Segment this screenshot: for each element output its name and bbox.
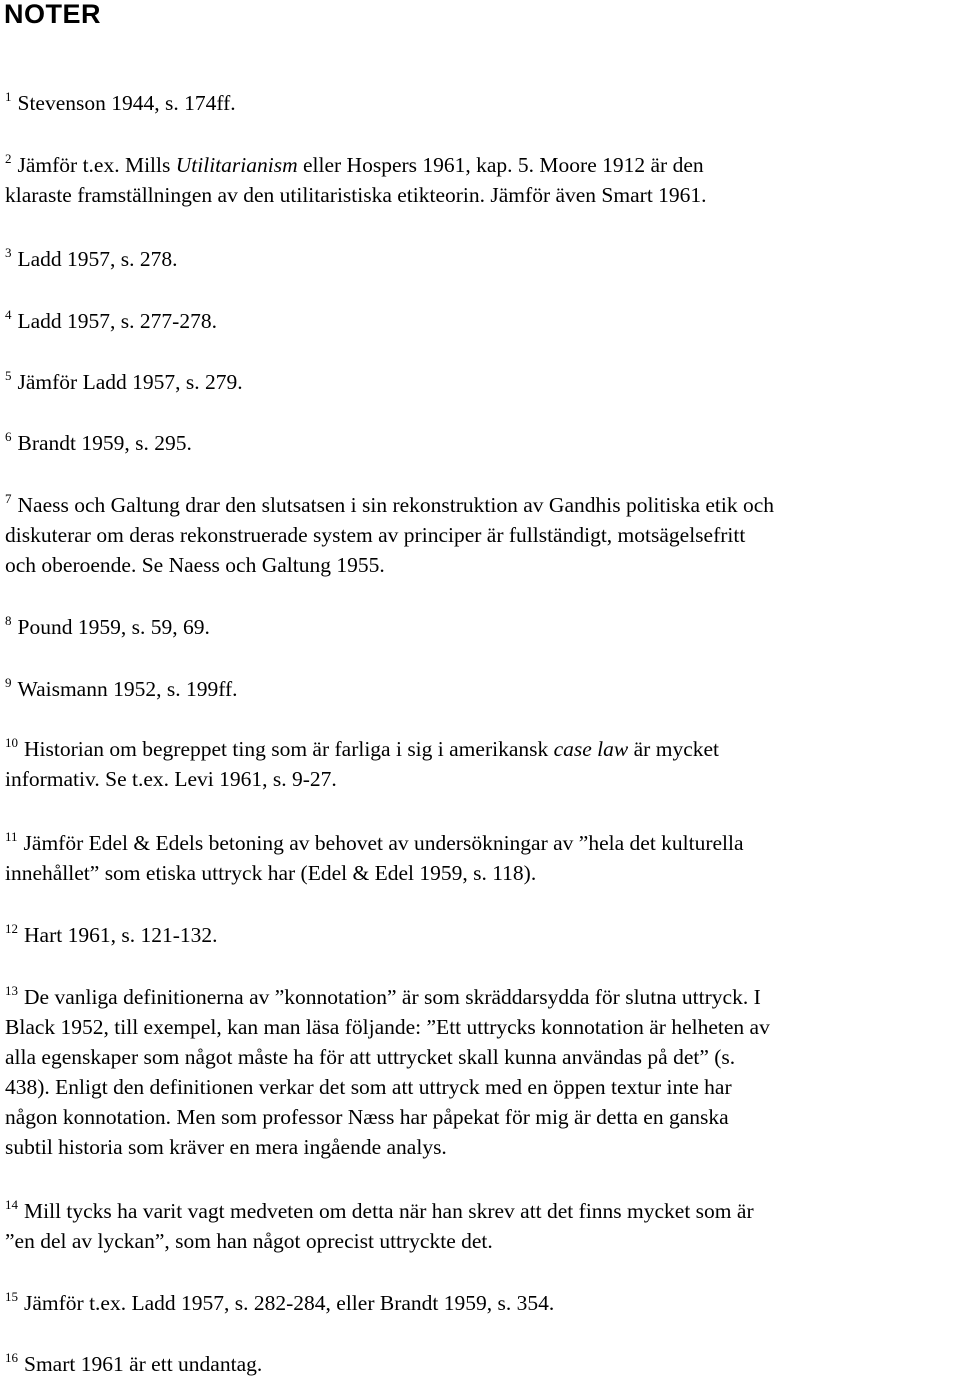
footnote-number: 15 bbox=[5, 1289, 18, 1304]
footnote-text: Brandt 1959, s. 295. bbox=[17, 431, 192, 455]
footnote-text: Jämför t.ex. Mills bbox=[17, 153, 176, 177]
footnote-number: 9 bbox=[5, 675, 12, 690]
footnote bbox=[5, 428, 955, 458]
footnote-number: 16 bbox=[5, 1350, 18, 1365]
footnote bbox=[5, 88, 955, 118]
footnote-text: Historian om begreppet ting som är farliga i sig i amerikansk bbox=[24, 737, 554, 761]
page-title: NOTER bbox=[4, 0, 101, 29]
footnote-number: 6 bbox=[5, 429, 12, 444]
footnote-text: Mill tycks ha varit vagt medveten om detta när han skrev att det finns mycket som är ”en del av lyckan”, som han något oprecist uttryckte det. bbox=[5, 1199, 754, 1253]
footnote-italic-title: Utilitarianism bbox=[175, 153, 298, 177]
footnote-text: Ladd 1957, s. 277-278. bbox=[17, 309, 217, 333]
footnote bbox=[5, 1349, 955, 1379]
footnote bbox=[5, 828, 955, 888]
footnote-number: 3 bbox=[5, 245, 12, 260]
footnote-text: Jämför Edel & Edels betoning av behovet av undersökningar av ”hela det kulturella innehållet” som etiska uttryck har (Edel & Edel 1959, s. 118). bbox=[5, 831, 744, 885]
footnote-number: 14 bbox=[5, 1197, 18, 1212]
footnote bbox=[5, 734, 955, 794]
footnote-text: Pound 1959, s. 59, 69. bbox=[17, 615, 210, 639]
footnote bbox=[5, 367, 955, 397]
footnote-number: 5 bbox=[5, 368, 12, 383]
footnote-number: 7 bbox=[5, 491, 12, 506]
footnote-text: eller Hospers 1961, kap. 5. Moore 1912 är den klaraste framställningen av den utilitaristiska etikteorin. Jämför även Smart 1961. bbox=[5, 153, 707, 207]
footnote-number: 12 bbox=[5, 921, 18, 936]
footnote bbox=[5, 612, 955, 642]
footnote bbox=[5, 674, 955, 704]
footnote-text: De vanliga definitionerna av ”konnotation” är som skräddarsydda för slutna uttryck. I Black 1952, till exempel, kan man läsa följande: ”Ett uttrycks konnotation är helheten av alla egenskaper som något måste ha för att uttrycket skall kunna användas på det” (s. 438). Enligt den definitionen verkar det som att uttryck med en öppen textur inte har någon konnotation. Men som professor Næss har påpekat för mig är detta en ganska subtil historia som kräver en mera ingående analys. bbox=[5, 985, 770, 1159]
footnote-text: Waismann 1952, s. 199ff. bbox=[17, 677, 238, 701]
footnote-text: Stevenson 1944, s. 174ff. bbox=[17, 91, 236, 115]
footnote bbox=[5, 982, 955, 1162]
footnote-number: 11 bbox=[5, 829, 18, 844]
footnote bbox=[5, 244, 955, 274]
footnote-number: 4 bbox=[5, 307, 12, 322]
footnote bbox=[5, 490, 955, 580]
footnote-number: 1 bbox=[5, 89, 12, 104]
footnote-text: Smart 1961 är ett undantag. bbox=[24, 1352, 263, 1376]
footnote bbox=[5, 920, 955, 950]
footnote-number: 13 bbox=[5, 983, 18, 998]
footnote-number: 8 bbox=[5, 613, 12, 628]
footnote-italic-term: case law bbox=[553, 737, 629, 761]
footnote-number: 2 bbox=[5, 151, 12, 166]
footnote-text: Jämför Ladd 1957, s. 279. bbox=[17, 370, 243, 394]
footnote-number: 10 bbox=[5, 735, 18, 750]
footnote bbox=[5, 1288, 955, 1318]
footnote-text: Jämför t.ex. Ladd 1957, s. 282-284, eller Brandt 1959, s. 354. bbox=[24, 1291, 555, 1315]
footnote bbox=[5, 306, 955, 336]
footnote-text: Hart 1961, s. 121-132. bbox=[24, 923, 218, 947]
footnote bbox=[5, 150, 955, 210]
footnote-text: Ladd 1957, s. 278. bbox=[17, 247, 178, 271]
footnote bbox=[5, 1196, 955, 1256]
footnote-text: är mycket informativ. Se t.ex. Levi 1961, s. 9-27. bbox=[5, 737, 720, 791]
footnote-text: Naess och Galtung drar den slutsatsen i sin rekonstruktion av Gandhis politiska etik och diskuterar om deras rekonstruerade system av principer är fullständigt, motsägelsefritt och oberoende. Se Naess och Galtung 1955. bbox=[5, 493, 775, 577]
